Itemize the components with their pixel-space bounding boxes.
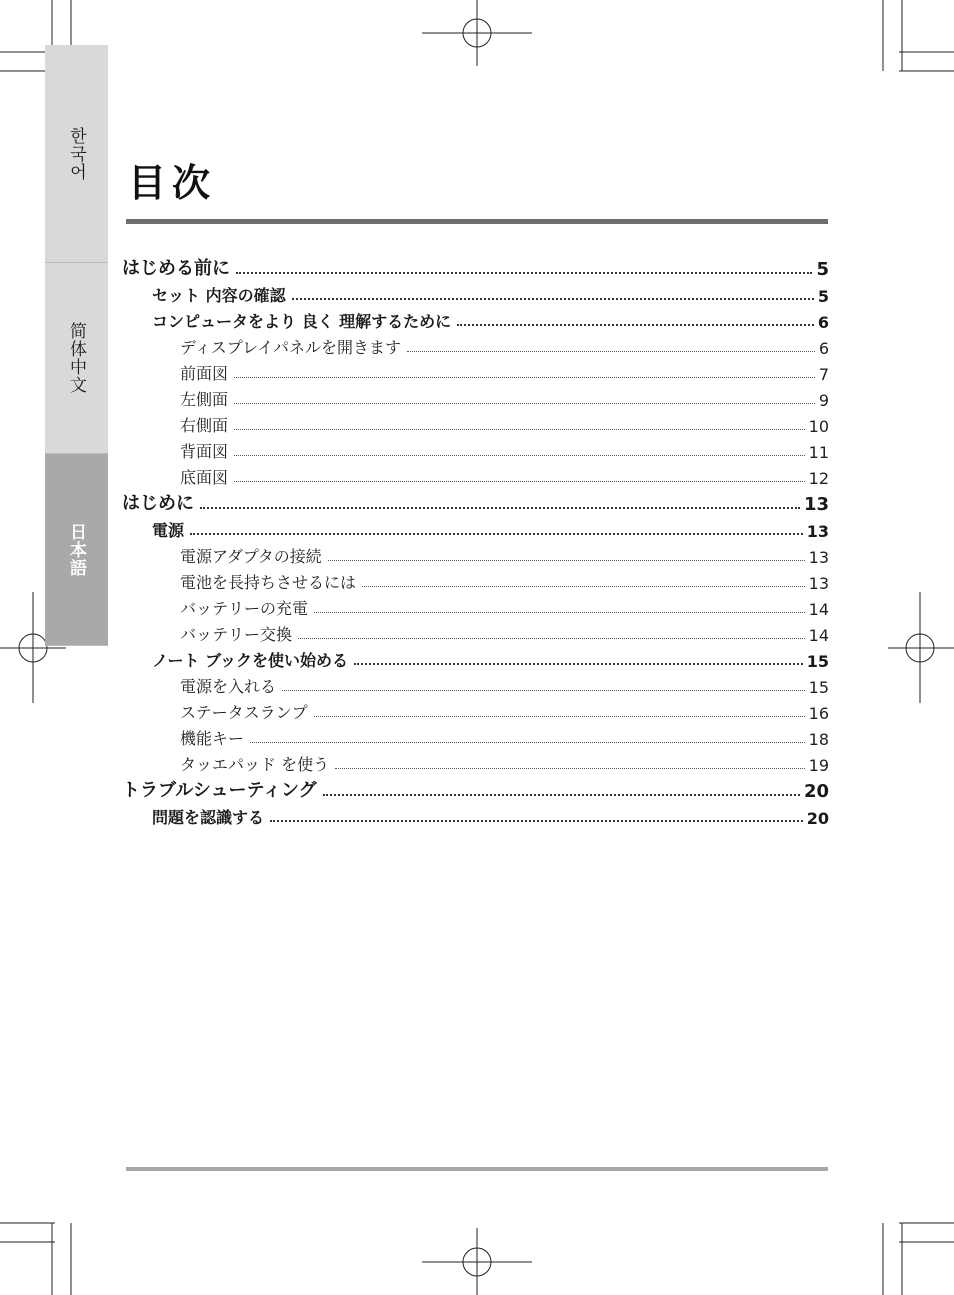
toc-entry[interactable] xyxy=(122,253,829,280)
toc-entry-page: 15 xyxy=(806,652,829,671)
toc-entry-page: 20 xyxy=(803,781,829,802)
title-divider xyxy=(126,219,828,224)
toc-leader-dots xyxy=(234,481,805,482)
toc-entry[interactable] xyxy=(122,671,829,697)
toc-entry-page: 13 xyxy=(806,522,829,541)
toc-entry-page: 12 xyxy=(808,469,829,488)
table-of-contents xyxy=(122,253,829,828)
tab-japanese[interactable] xyxy=(45,454,108,646)
toc-leader-dots xyxy=(407,351,815,352)
toc-leader-dots xyxy=(200,507,800,509)
toc-entry-page: 16 xyxy=(808,704,829,723)
toc-entry[interactable] xyxy=(122,332,829,358)
toc-entry-page: 13 xyxy=(803,494,829,515)
toc-entry-label: 左側面 xyxy=(180,390,229,409)
tab-simplified-chinese[interactable] xyxy=(45,263,108,454)
toc-entry[interactable] xyxy=(122,358,829,384)
toc-entry-label: 問題を認識する xyxy=(152,808,265,827)
toc-entry[interactable] xyxy=(122,541,829,567)
toc-entry[interactable] xyxy=(122,802,829,828)
toc-entry[interactable] xyxy=(122,593,829,619)
toc-entry[interactable] xyxy=(122,306,829,332)
toc-leader-dots xyxy=(234,429,805,430)
toc-entry-page: 5 xyxy=(816,259,829,280)
toc-leader-dots xyxy=(362,586,805,587)
toc-entry-page: 13 xyxy=(808,548,829,567)
toc-entry-label: はじめに xyxy=(122,493,194,514)
toc-entry-page: 19 xyxy=(808,756,829,775)
toc-entry-label: コンピュータをより 良く 理解するために xyxy=(152,312,452,331)
toc-leader-dots xyxy=(314,716,805,717)
toc-leader-dots xyxy=(250,742,805,743)
toc-entry-label: バッテリーの充電 xyxy=(180,599,309,618)
toc-entry[interactable] xyxy=(122,775,829,802)
tab-chinese-label: 简体中文 xyxy=(66,322,86,394)
toc-entry-label: 背面図 xyxy=(180,442,229,461)
toc-entry[interactable] xyxy=(122,280,829,306)
toc-entry[interactable] xyxy=(122,749,829,775)
toc-entry[interactable] xyxy=(122,410,829,436)
toc-entry-label: 右側面 xyxy=(180,416,229,435)
toc-leader-dots xyxy=(354,663,803,665)
toc-leader-dots xyxy=(234,455,805,456)
toc-entry-label: 機能キー xyxy=(180,729,245,748)
toc-entry-label: 電池を長持ちさせるには xyxy=(180,573,357,592)
toc-leader-dots xyxy=(236,272,812,274)
toc-entry[interactable] xyxy=(122,436,829,462)
toc-entry[interactable] xyxy=(122,384,829,410)
toc-entry[interactable] xyxy=(122,515,829,541)
toc-leader-dots xyxy=(282,690,805,691)
toc-leader-dots xyxy=(292,298,814,300)
toc-leader-dots xyxy=(335,768,805,769)
toc-entry-label: ステータスランプ xyxy=(180,703,308,722)
toc-entry-page: 20 xyxy=(806,809,829,828)
toc-leader-dots xyxy=(314,612,805,613)
toc-leader-dots xyxy=(190,533,803,535)
toc-entry-label: セット 内容の確認 xyxy=(152,286,286,305)
toc-entry-label: 電源 xyxy=(152,521,185,540)
toc-entry[interactable] xyxy=(122,462,829,488)
tab-korean-label: 한국어 xyxy=(66,126,86,181)
toc-leader-dots xyxy=(328,560,805,561)
toc-entry-page: 6 xyxy=(818,339,829,358)
toc-leader-dots xyxy=(270,820,803,822)
toc-entry-label: タッエパッド を使う xyxy=(180,755,330,774)
toc-entry[interactable] xyxy=(122,567,829,593)
toc-entry-page: 6 xyxy=(817,313,829,332)
footer-divider xyxy=(126,1167,828,1171)
toc-entry-label: はじめる前に xyxy=(122,258,230,279)
toc-entry-page: 9 xyxy=(818,391,829,410)
toc-entry-page: 7 xyxy=(818,365,829,384)
toc-entry-label: ディスプレイパネルを開きます xyxy=(180,338,401,357)
toc-entry[interactable] xyxy=(122,723,829,749)
toc-leader-dots xyxy=(323,794,800,796)
toc-entry-label: 電源アダプタの接続 xyxy=(180,547,322,566)
toc-entry-page: 14 xyxy=(808,626,829,645)
toc-entry-page: 18 xyxy=(808,730,829,749)
page-title: 目次 xyxy=(128,161,217,205)
toc-entry-page: 11 xyxy=(808,443,829,462)
toc-entry-page: 10 xyxy=(808,417,829,436)
toc-entry[interactable] xyxy=(122,488,829,515)
toc-entry-label: バッテリー交換 xyxy=(180,625,293,644)
toc-leader-dots xyxy=(234,377,815,378)
tab-japanese-label: 日本語 xyxy=(66,522,86,577)
toc-entry-label: 電源を入れる xyxy=(180,677,277,696)
toc-entry-label: 前面図 xyxy=(180,364,229,383)
toc-entry-label: 底面図 xyxy=(180,468,229,487)
toc-entry[interactable] xyxy=(122,645,829,671)
toc-entry[interactable] xyxy=(122,697,829,723)
toc-entry-page: 15 xyxy=(808,678,829,697)
toc-entry-page: 14 xyxy=(808,600,829,619)
toc-leader-dots xyxy=(298,638,805,639)
toc-leader-dots xyxy=(457,324,814,326)
toc-entry-page: 13 xyxy=(808,574,829,593)
toc-leader-dots xyxy=(234,403,815,404)
toc-entry-page: 5 xyxy=(817,287,829,306)
tab-korean[interactable] xyxy=(45,45,108,263)
toc-entry-label: トラブルシューティング xyxy=(122,780,317,801)
toc-entry[interactable] xyxy=(122,619,829,645)
toc-entry-label: ノート ブックを使い始める xyxy=(152,651,348,670)
